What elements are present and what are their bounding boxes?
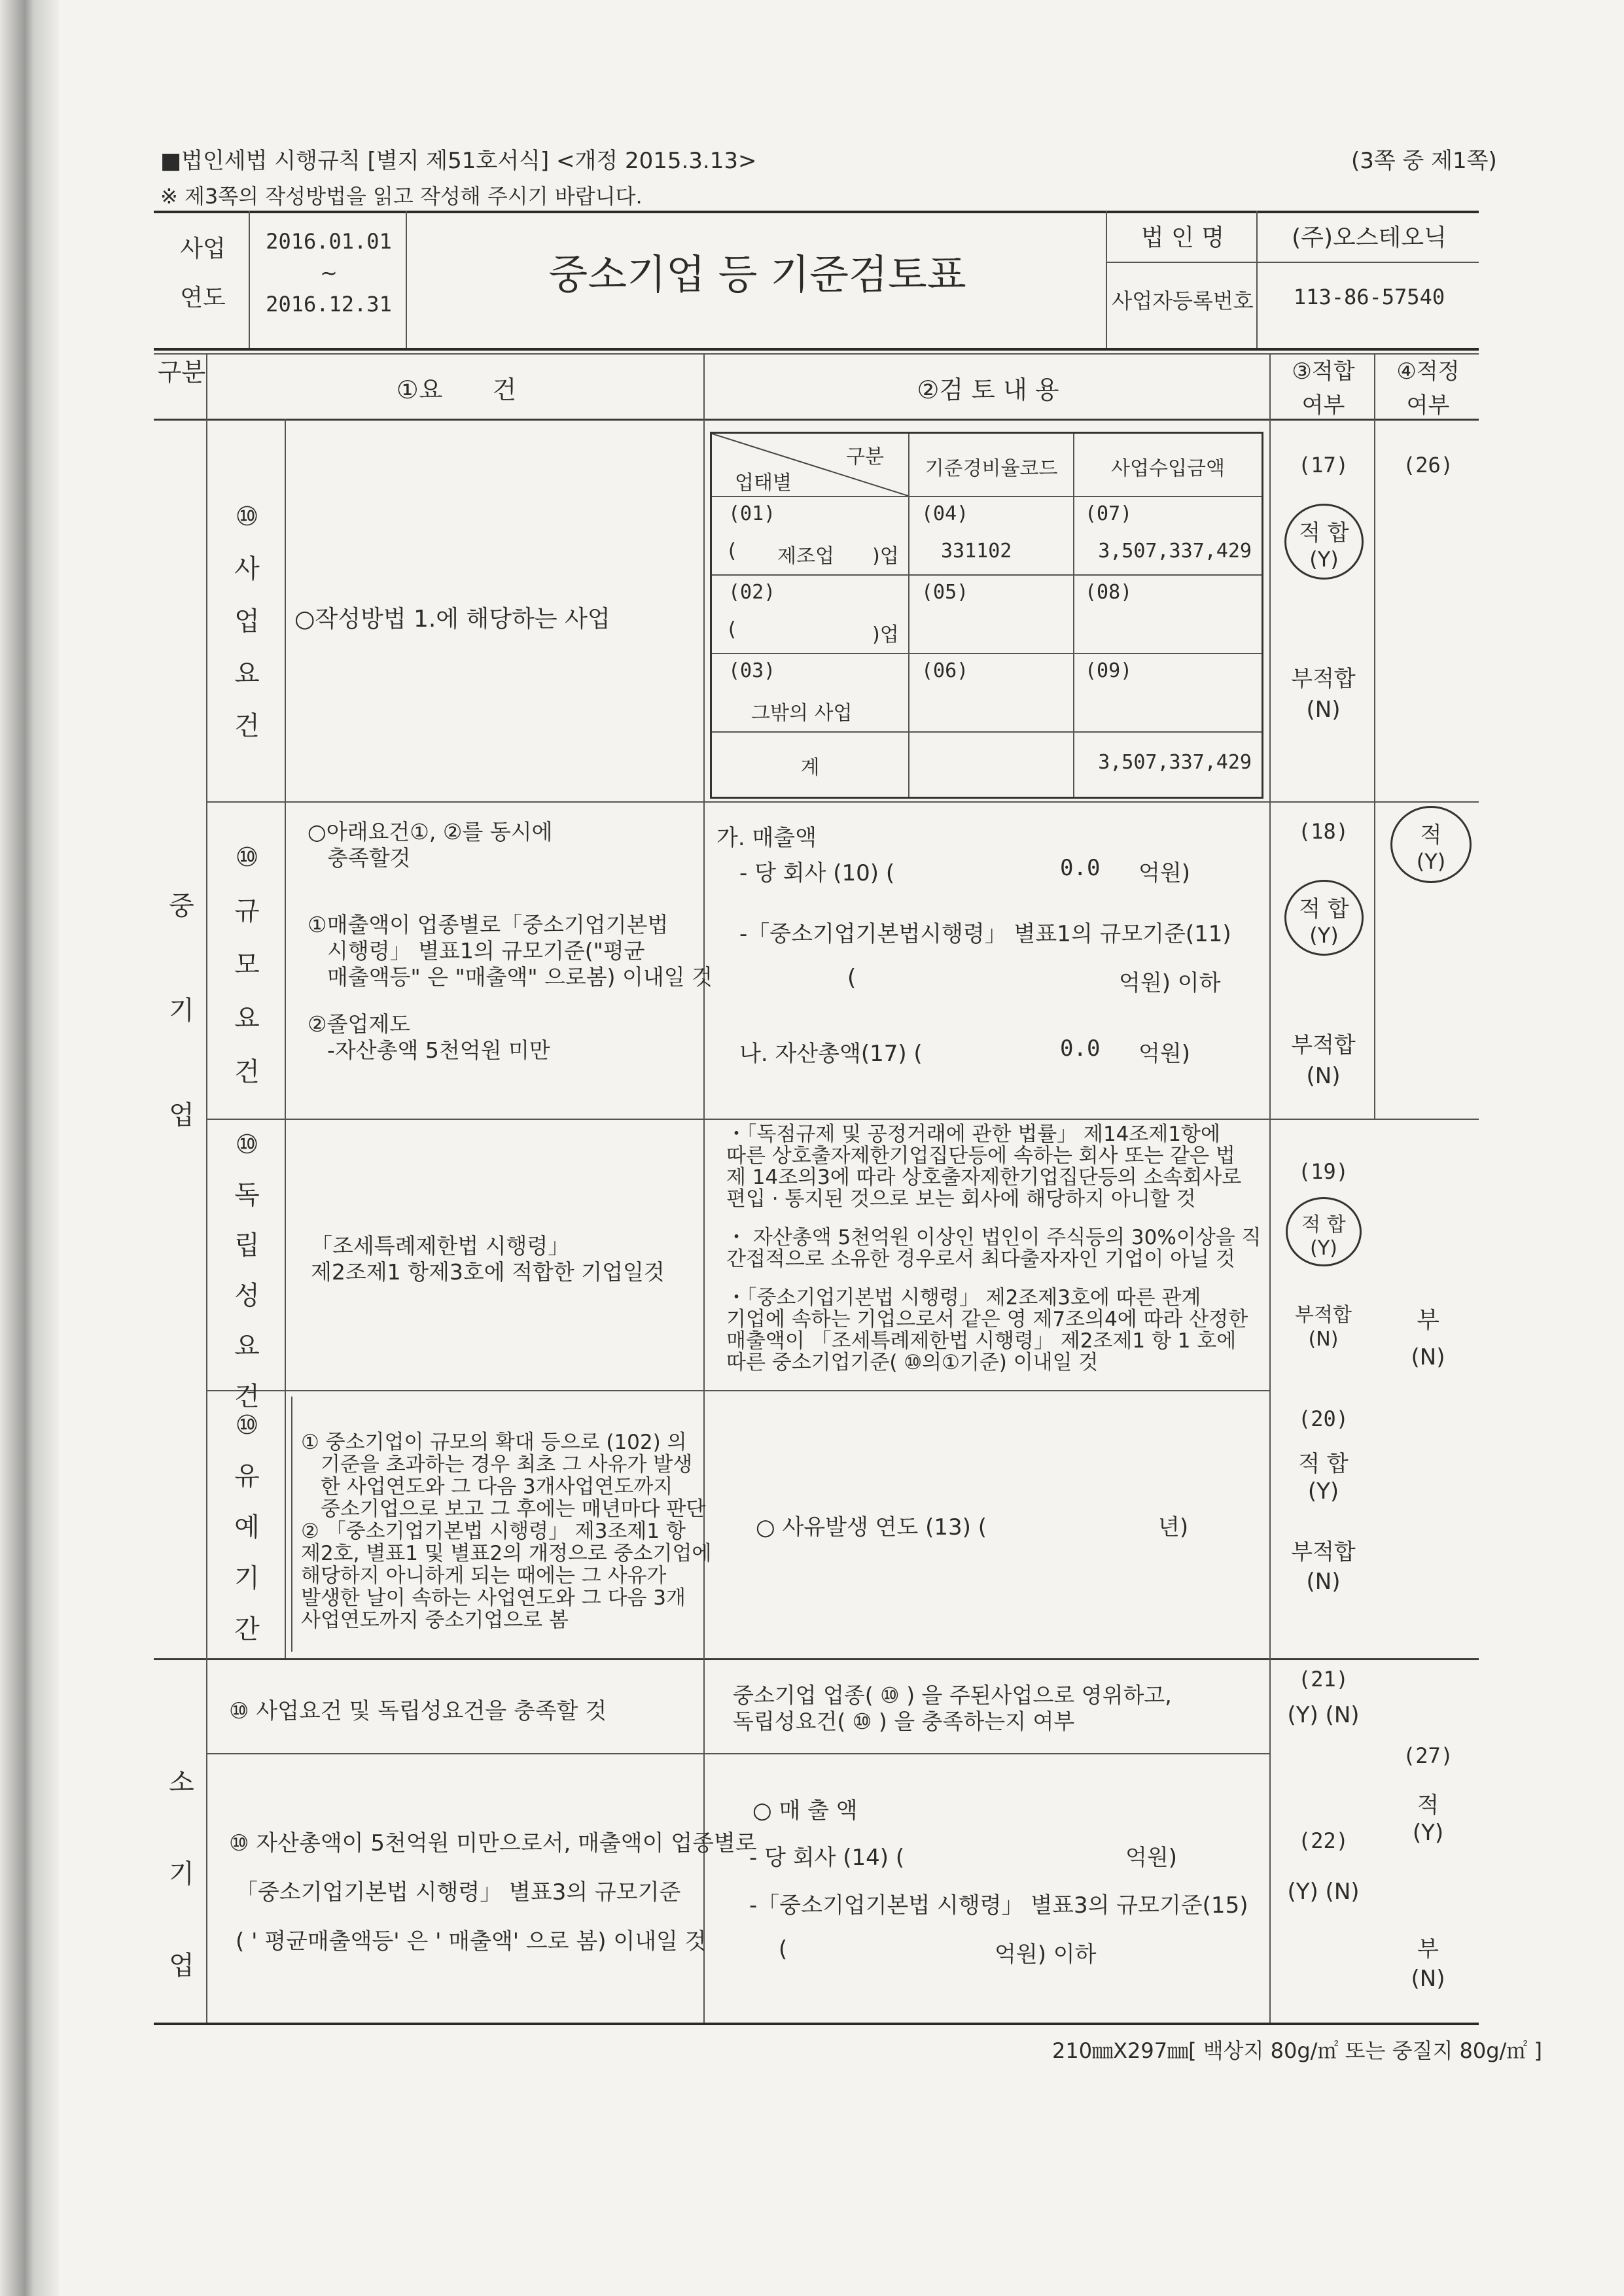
col-fit3-l2: 여부 [1301,392,1345,419]
period-label-2: 연도 [180,285,226,311]
vrule-fit4-upper [1374,353,1375,1119]
corp-name-label: 법 인 명 [1140,224,1225,251]
biz-no-label: 사업자등록번호 [1112,288,1254,313]
section-sme-label: 중 기 업 [169,891,194,1130]
rule-r101-bottom [206,801,1479,803]
vrule-title-right [1106,211,1107,348]
vrule-fit3 [1269,353,1271,2023]
r103-requirement: 「조세특례제한법 시행령」 제2조제1 항제3호에 적합한 기업일것 [311,1233,665,1285]
period-tilde: ~ [320,260,338,285]
r102-label: ⑩ 규 모 요 건 [234,843,260,1087]
r104-requirement: ① 중소기업이 규모의 확대 등으로 (102) 의 기준을 초과하는 경우 최초 그 사유가 발생 한 사업연도와 그 다음 3개사업연도까지 중소기업으로 보고 그 후에는 매년마다 판단 ② 「중소기업기본법 시행령」 제3조제1 항 제2호, 별표1 및 별표2의 개정으로 중소기업에 해당하지 아니하게 되는 때에는 그 사유가 발생한 날이 속하는 사업연도와 그 다음 3개 사업연도까지 중소기업으로 봄 [301,1431,712,1632]
r102-sales: 0.0 [1060,855,1101,881]
col-code-header: 기준경비율코드 [925,457,1058,480]
r102-fit-circle: 적 합 (Y) [1284,880,1364,956]
scan-edge [0,0,59,2296]
col-requirement: ①요 건 [396,375,517,404]
r101-requirement: ○작성방법 1.에 해당하는 사업 [294,606,610,633]
r1-industry: 제조업 [777,545,834,568]
form-title: 중소기업 등 기준검토표 [548,251,966,298]
period-start: 2016.01.01 [266,229,392,254]
r1-code: 331102 [941,540,1012,563]
col-gubun: 구분 [157,358,206,387]
r105-review: 중소기업 업종( ⑩ ) 을 주된사업으로 영위하고, 독립성요건( ⑩ ) 을 충족하는지 여부 [733,1682,1172,1734]
col-fit4-l2: 여부 [1406,392,1450,419]
section-small-label: 소 기 업 [169,1767,194,1981]
total-amount: 3,507,337,429 [1098,751,1252,774]
r105-requirement: ⑩ 사업요건 및 독립성요건을 충족할 것 [229,1698,607,1724]
r101-fit-circle: 적 합 (Y) [1284,504,1364,580]
rule-r103-bottom [206,1390,1269,1391]
corp-name: (주)오스테오닉 [1292,224,1447,251]
r102-fit4-circle: 적 (Y) [1390,806,1472,883]
vrule-period-value [406,211,407,348]
form-law-reference: ■법인세법 시행규칙 [별지 제51호서식] <개정 2015.3.13> [160,148,757,174]
total-label: 계 [800,756,820,779]
notice-text: ※ 제3쪽의 작성방법을 읽고 작성해 주시기 바랍니다. [160,184,643,209]
r103-review: ・「독점규제 및 공정거래에 관한 법률」 제14조제1항에 따른 상호출자제한기업집단등에 속하는 회사 또는 같은 법 제 14조의3에 따라 상호출자제한기업집단등의 소속회사로 편입 · 통지된 것으로 보는 회사에 해당하지 아니할 것 ・ 자산총액 5천억원 이상인 법인이 주식등의 30%이상을 직 간접적으로 소유한 경우로서 최다출자자인 기업이 아닐 것 ・「중소기업기본법 시행령」 제2조제3호에 따른 관계 기업에 속하는 기업으로서 같은 영 제7조의4에 따라 산정한 매출액이 「조세특례제한법 시행령」 제2조제1 항 1 호에 따른 중소기업기준( ⑩의①기준) 이내일 것 [726,1122,1262,1374]
rule-title-bottom [154,348,1479,351]
period-label-1: 사업 [180,235,226,262]
vrule-sub-label [285,419,286,1658]
diag-bottom-label: 업태별 [735,472,792,495]
r104-label: ⑩ 유 예 기 간 [234,1410,260,1644]
r1-amount: 3,507,337,429 [1098,540,1252,563]
page-info: (3쪽 중 제1쪽) [1351,148,1497,174]
rule-sme-bottom [154,1658,1479,1660]
biz-no: 113-86-57540 [1293,285,1445,309]
r101-inner-table: 구분 업태별 기준경비율코드 사업수입금액 (01) ( 제조업 )업 (04) 331102 (07) 3,507,337,429 (02) ( )업 (05) (08) (03) 그밖의 사업 (06) (09) 계 3,507,337,429 [710,432,1263,799]
vrule-period-label [249,211,250,348]
r103-label: ⑩ 독 립 성 요 건 [234,1130,260,1412]
rule-r102-bottom [206,1119,1479,1120]
period-end: 2016.12.31 [266,292,392,317]
paper-spec: 210㎜X297㎜[ 백상지 80g/㎡ 또는 중질지 80g/㎡ ] [1052,2038,1542,2063]
rule-name-mid [1106,262,1479,263]
col-fit3-l1: ③적합 [1292,358,1355,385]
col-amount-header: 사업수입금액 [1111,457,1225,480]
diag-top-label: 구분 [846,445,884,468]
col-review: ②검 토 내 용 [917,375,1059,404]
vrule-req-review [703,353,705,2023]
vrule-gubun [206,353,207,2023]
r102-requirement: ○아래요건①, ②를 동시에 충족할것 ①매출액이 업종별로「중소기업기본법 시행령」 별표1의 규모기준("평균 매출액등" 은 "매출액" 으로봄) 이내일 것 ②졸업제도 -자산총액 5천억원 미만 [308,819,713,1063]
r102-assets: 0.0 [1060,1035,1101,1062]
col-fit4-l1: ④적정 [1396,358,1460,385]
rule-r105-bottom [206,1753,1269,1754]
r103-fit-circle: 적 합 (Y) [1286,1197,1362,1266]
r101-label: ⑩ 사 업 요 건 [234,502,260,741]
rule-bottom [154,2023,1479,2025]
vrule-name-label [1256,211,1258,348]
rule-top [154,211,1479,213]
